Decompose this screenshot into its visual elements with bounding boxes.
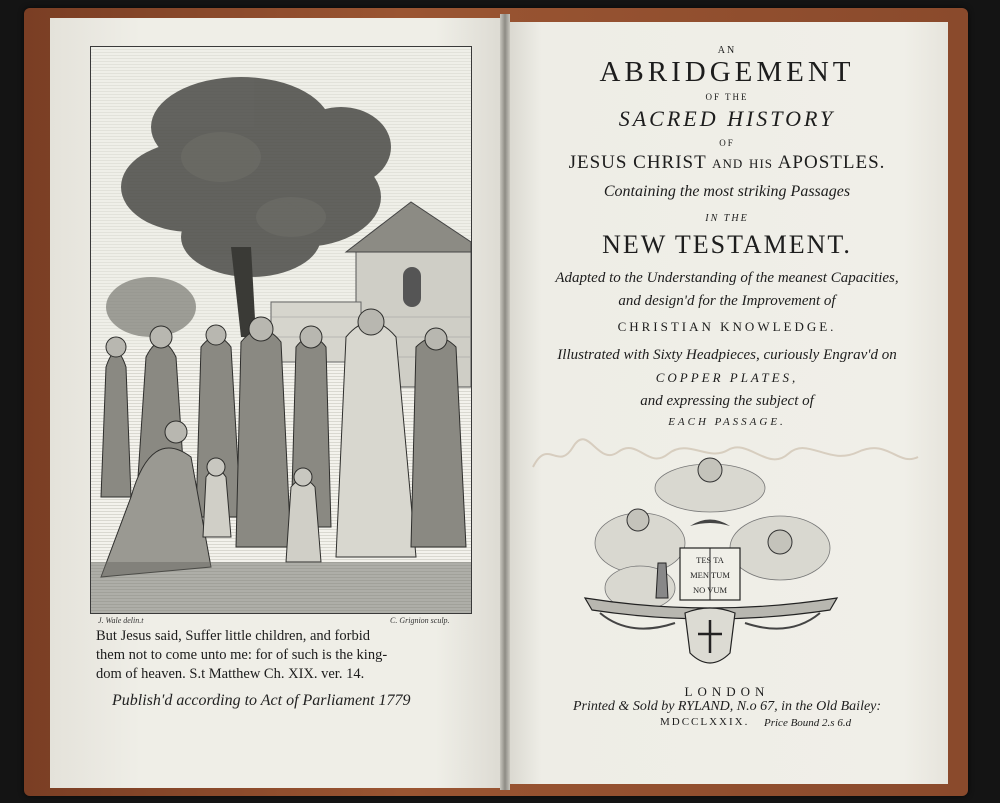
title-christian-knowledge: CHRISTIAN KNOWLEDGE. — [617, 319, 837, 334]
title-new-testament: NEW TESTAMENT. — [602, 230, 852, 259]
title-illustrated: Illustrated with Sixty Headpieces, curiously Engrav'd on — [557, 347, 897, 363]
imprint-date: MDCCLXXIX. — [660, 716, 750, 728]
artist-credit: J. Wale delin.t — [98, 616, 144, 625]
title-of-the: OF THE — [705, 92, 749, 102]
imprint-price: Price Bound 2.s 6.d — [764, 717, 852, 729]
title-of: OF — [719, 138, 735, 148]
title-sacred-history: SACRED HISTORY — [618, 106, 836, 131]
verse-line-2: them not to come unto me: for of such is the king- — [96, 647, 388, 663]
book-word-3: NO VUM — [692, 585, 728, 595]
title-expressing: and expressing the subject of — [640, 393, 814, 409]
imprint-london: LONDON — [684, 684, 770, 699]
title-vignette — [580, 448, 842, 688]
title-an: AN — [717, 45, 737, 56]
title-in-the: IN THE — [705, 213, 749, 224]
verse-line-1: But Jesus said, Suffer little children, and forbid — [96, 628, 370, 644]
title-each-passage: EACH PASSAGE. — [668, 416, 786, 428]
title-abridgement: ABRIDGEMENT — [599, 56, 855, 88]
engraver-credit: C. Grignion sculp. — [390, 616, 450, 625]
title-adapted: Adapted to the Understanding of the meanest Capacities, — [555, 270, 899, 286]
engraving-illustration — [91, 47, 471, 613]
frontispiece-engraving — [90, 46, 472, 614]
title-jesus-christ: JESUS CHRIST and his APOSTLES. — [568, 152, 886, 173]
title-copper-plates: COPPER PLATES, — [655, 370, 799, 385]
title-designd: and design'd for the Improvement of — [618, 293, 836, 309]
title-containing: Containing the most striking Passages — [603, 183, 851, 200]
testamentum-book — [680, 548, 740, 600]
imprint-printer: Printed & Sold by RYLAND, N.o 67, in the Old Bailey: — [572, 699, 882, 714]
publication-notice: Publish'd according to Act of Parliament 1779 — [112, 692, 411, 709]
book-word-2: MEN TUM — [690, 570, 730, 580]
verse-line-3: dom of heaven. S.t Matthew Ch. XIX. ver. 14. — [96, 666, 365, 682]
book-word-1: TES TA — [696, 555, 724, 565]
